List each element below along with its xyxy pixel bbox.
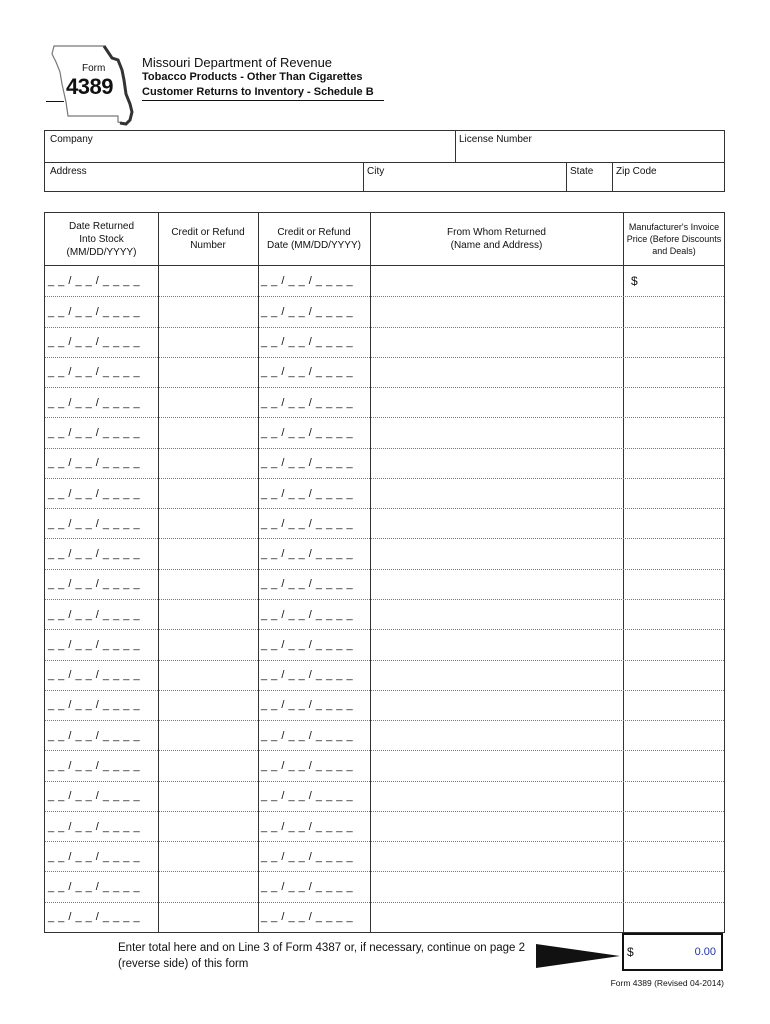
credit-date-input[interactable]: _ _ / _ _ / _ _ _ _	[261, 517, 354, 530]
divider	[142, 100, 384, 101]
table-row	[45, 357, 724, 387]
date-returned-input[interactable]: _ _ / _ _ / _ _ _ _	[48, 274, 141, 287]
table-row	[45, 569, 724, 599]
returns-table	[44, 212, 725, 933]
credit-date-input[interactable]: _ _ / _ _ / _ _ _ _	[261, 548, 354, 561]
credit-date-input[interactable]: _ _ / _ _ / _ _ _ _	[261, 729, 354, 742]
date-returned-input[interactable]: _ _ / _ _ / _ _ _ _	[48, 608, 141, 621]
credit-date-input[interactable]: _ _ / _ _ / _ _ _ _	[261, 850, 354, 863]
credit-date-input[interactable]: _ _ / _ _ / _ _ _ _	[261, 669, 354, 682]
invoice-price-currency: $	[631, 274, 638, 289]
date-returned-input[interactable]: _ _ / _ _ / _ _ _ _	[48, 548, 141, 561]
credit-date-input[interactable]: _ _ / _ _ / _ _ _ _	[261, 911, 354, 924]
date-returned-input[interactable]: _ _ / _ _ / _ _ _ _	[48, 729, 141, 742]
form-number: 4389	[66, 74, 113, 99]
revision-label: Form 4389 (Revised 04-2014)	[610, 978, 724, 988]
date-returned-input[interactable]: _ _ / _ _ / _ _ _ _	[48, 366, 141, 379]
date-returned-input[interactable]: _ _ / _ _ / _ _ _ _	[48, 881, 141, 894]
state-field[interactable]: State	[570, 166, 594, 177]
table-row	[45, 690, 724, 720]
table-row	[45, 266, 724, 296]
credit-date-input[interactable]: _ _ / _ _ / _ _ _ _	[261, 638, 354, 651]
address-field[interactable]: Address	[50, 166, 87, 177]
date-returned-input[interactable]: _ _ / _ _ / _ _ _ _	[48, 759, 141, 772]
header-credit-date: Credit or Refund Date (MM/DD/YYYY)	[267, 227, 361, 251]
date-returned-input[interactable]: _ _ / _ _ / _ _ _ _	[48, 305, 141, 318]
credit-date-input[interactable]: _ _ / _ _ / _ _ _ _	[261, 487, 354, 500]
credit-date-input[interactable]: _ _ / _ _ / _ _ _ _	[261, 366, 354, 379]
header-invoice-price: Manufacturer's Invoice Price (Before Discounts and Deals)	[626, 222, 722, 256]
date-returned-input[interactable]: _ _ / _ _ / _ _ _ _	[48, 638, 141, 651]
table-row	[45, 629, 724, 659]
form-title: Tobacco Products - Other Than Cigarettes	[142, 71, 363, 83]
date-returned-input[interactable]: _ _ / _ _ / _ _ _ _	[48, 426, 141, 439]
table-row	[45, 902, 724, 932]
date-returned-input[interactable]: _ _ / _ _ / _ _ _ _	[48, 336, 141, 349]
credit-date-input[interactable]: _ _ / _ _ / _ _ _ _	[261, 820, 354, 833]
total-value[interactable]: 0.00	[694, 946, 716, 958]
credit-date-input[interactable]: _ _ / _ _ / _ _ _ _	[261, 790, 354, 803]
credit-date-input[interactable]: _ _ / _ _ / _ _ _ _	[261, 578, 354, 591]
city-field[interactable]: City	[367, 166, 385, 177]
date-returned-input[interactable]: _ _ / _ _ / _ _ _ _	[48, 820, 141, 833]
total-instruction: Enter total here and on Line 3 of Form 4387 or, if necessary, continue on page 2 (reverse side) of this form	[118, 942, 526, 970]
table-row	[45, 599, 724, 629]
total-field[interactable]	[622, 933, 723, 971]
table-row	[45, 660, 724, 690]
table-row	[45, 720, 724, 750]
table-row	[45, 841, 724, 871]
credit-date-input[interactable]: _ _ / _ _ / _ _ _ _	[261, 457, 354, 470]
table-row	[45, 448, 724, 478]
date-returned-input[interactable]: _ _ / _ _ / _ _ _ _	[48, 669, 141, 682]
form-label: Form	[82, 63, 106, 74]
date-returned-input[interactable]: _ _ / _ _ / _ _ _ _	[48, 487, 141, 500]
credit-date-input[interactable]: _ _ / _ _ / _ _ _ _	[261, 608, 354, 621]
divider	[46, 101, 64, 102]
date-returned-input[interactable]: _ _ / _ _ / _ _ _ _	[48, 699, 141, 712]
date-returned-input[interactable]: _ _ / _ _ / _ _ _ _	[48, 911, 141, 924]
credit-date-input[interactable]: _ _ / _ _ / _ _ _ _	[261, 426, 354, 439]
table-row	[45, 508, 724, 538]
table-row	[45, 478, 724, 508]
table-row	[45, 750, 724, 780]
credit-date-input[interactable]: _ _ / _ _ / _ _ _ _	[261, 759, 354, 772]
agency-name: Missouri Department of Revenue	[142, 55, 333, 70]
table-row	[45, 781, 724, 811]
arrow-right-icon	[534, 942, 622, 970]
credit-date-input[interactable]: _ _ / _ _ / _ _ _ _	[261, 699, 354, 712]
company-field[interactable]: Company	[50, 134, 93, 145]
header-from-whom: From Whom Returned (Name and Address)	[447, 227, 546, 251]
date-returned-input[interactable]: _ _ / _ _ / _ _ _ _	[48, 396, 141, 409]
credit-date-input[interactable]: _ _ / _ _ / _ _ _ _	[261, 274, 354, 287]
table-row	[45, 538, 724, 568]
credit-date-input[interactable]: _ _ / _ _ / _ _ _ _	[261, 396, 354, 409]
header-credit-number: Credit or Refund Number	[171, 227, 245, 251]
table-row	[45, 387, 724, 417]
credit-date-input[interactable]: _ _ / _ _ / _ _ _ _	[261, 305, 354, 318]
table-row	[45, 417, 724, 447]
date-returned-input[interactable]: _ _ / _ _ / _ _ _ _	[48, 457, 141, 470]
zip-code-field[interactable]: Zip Code	[616, 166, 657, 177]
table-row	[45, 296, 724, 326]
table-row	[45, 811, 724, 841]
date-returned-input[interactable]: _ _ / _ _ / _ _ _ _	[48, 578, 141, 591]
license-number-field[interactable]: License Number	[459, 134, 532, 145]
taxpayer-info-box	[44, 130, 725, 192]
table-row	[45, 327, 724, 357]
form-subtitle: Customer Returns to Inventory - Schedule B	[142, 86, 374, 98]
date-returned-input[interactable]: _ _ / _ _ / _ _ _ _	[48, 517, 141, 530]
header-date-returned: Date Returned Into Stock (MM/DD/YYYY)	[66, 220, 137, 258]
date-returned-input[interactable]: _ _ / _ _ / _ _ _ _	[48, 790, 141, 803]
credit-date-input[interactable]: _ _ / _ _ / _ _ _ _	[261, 881, 354, 894]
credit-date-input[interactable]: _ _ / _ _ / _ _ _ _	[261, 336, 354, 349]
total-currency: $	[627, 945, 634, 959]
table-row	[45, 871, 724, 901]
date-returned-input[interactable]: _ _ / _ _ / _ _ _ _	[48, 850, 141, 863]
